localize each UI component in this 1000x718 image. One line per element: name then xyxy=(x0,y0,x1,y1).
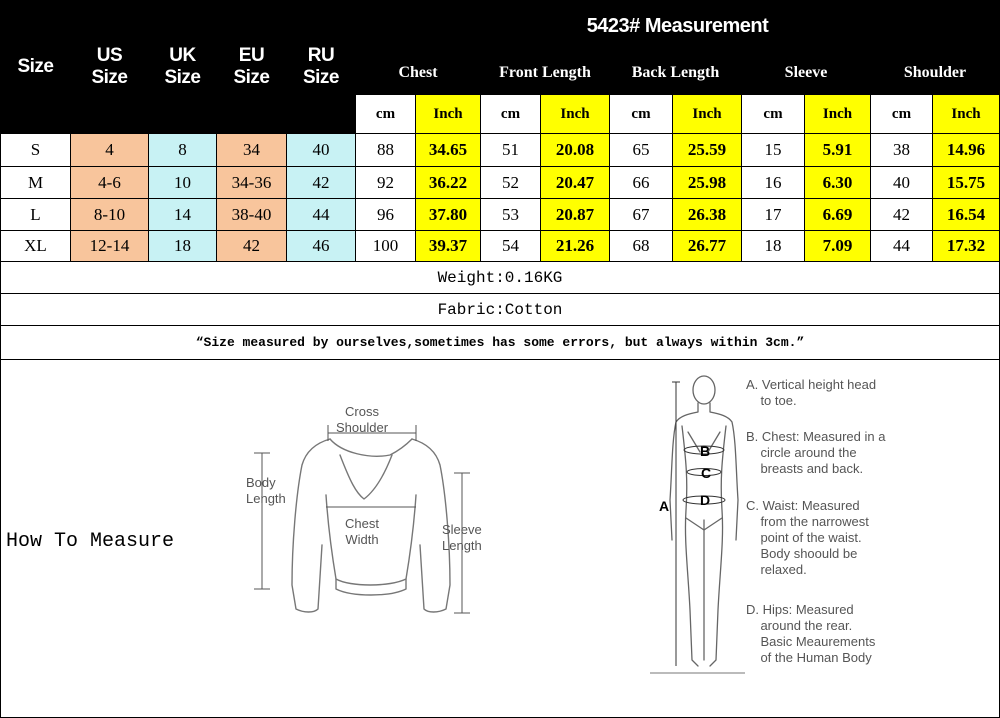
unit-inch: Inch xyxy=(540,94,610,134)
row-xl-back-inch: 26.77 xyxy=(672,230,742,262)
unit-cm: cm xyxy=(609,94,673,134)
group-shoulder xyxy=(870,51,1000,95)
row-s-chest-inch: 34.65 xyxy=(415,133,481,167)
row-s-us: 4 xyxy=(70,133,149,167)
row-xl-uk: 18 xyxy=(148,230,217,262)
row-m-ru: 42 xyxy=(286,166,356,199)
label-cross-shoulder: Cross Shoulder xyxy=(336,404,389,435)
row-l-shoulder-inch: 16.54 xyxy=(932,198,1000,231)
row-s-shoulder-cm: 38 xyxy=(870,133,933,167)
row-s-front-cm: 51 xyxy=(480,133,541,167)
unit-cm: cm xyxy=(741,94,805,134)
row-m-sleeve-cm: 16 xyxy=(741,166,805,199)
row-l-sleeve-inch: 6.69 xyxy=(804,198,871,231)
row-xl-chest-cm: 100 xyxy=(355,230,416,262)
body-letter-d: D xyxy=(700,492,711,508)
header-ru-label: RU Size xyxy=(302,45,340,88)
header-size xyxy=(0,0,71,134)
row-m-shoulder-inch: 15.75 xyxy=(932,166,1000,199)
row-m-sleeve-inch: 6.30 xyxy=(804,166,871,199)
group-chest xyxy=(355,51,481,95)
row-l-eu: 38-40 xyxy=(216,198,287,231)
row-xl-shoulder-cm: 44 xyxy=(870,230,933,262)
weight-row xyxy=(0,261,1000,294)
row-xl-us: 12-14 xyxy=(70,230,149,262)
row-l-us: 8-10 xyxy=(70,198,149,231)
row-xl-back-cm: 68 xyxy=(609,230,673,262)
group-chest-label: Chest xyxy=(398,64,438,81)
body-letter-c: C xyxy=(701,465,712,481)
row-s-sleeve-cm: 15 xyxy=(741,133,805,167)
row-m-back-inch: 25.98 xyxy=(672,166,742,199)
header-eu-label: EU Size xyxy=(233,45,270,88)
row-xl-ru: 46 xyxy=(286,230,356,262)
row-s-sleeve-inch: 5.91 xyxy=(804,133,871,167)
unit-cm: cm xyxy=(480,94,541,134)
group-back-length xyxy=(609,51,742,95)
group-back-length-label: Back Length xyxy=(631,64,720,81)
row-xl-sleeve-inch: 7.09 xyxy=(804,230,871,262)
group-sleeve-label: Sleeve xyxy=(784,64,828,81)
row-xl-size: XL xyxy=(0,230,71,262)
label-sleeve-length: Sleeve Length xyxy=(442,522,482,553)
how-to-measure-title: How To Measure xyxy=(6,530,175,553)
row-m-front-inch: 20.47 xyxy=(540,166,610,199)
row-xl-front-cm: 54 xyxy=(480,230,541,262)
body-letter-b: B xyxy=(700,443,711,459)
group-front-length xyxy=(480,51,610,95)
row-l-front-cm: 53 xyxy=(480,198,541,231)
row-l-back-cm: 67 xyxy=(609,198,673,231)
row-l-ru: 44 xyxy=(286,198,356,231)
row-xl-eu: 42 xyxy=(216,230,287,262)
unit-cm: cm xyxy=(870,94,933,134)
row-l-front-inch: 20.87 xyxy=(540,198,610,231)
row-s-back-inch: 25.59 xyxy=(672,133,742,167)
measurement-title xyxy=(355,0,1000,52)
header-us-label: US Size xyxy=(91,45,128,88)
disclaimer-row xyxy=(0,325,1000,360)
header-ru-size xyxy=(286,0,356,134)
row-xl-chest-inch: 39.37 xyxy=(415,230,481,262)
group-sleeve xyxy=(741,51,871,95)
header-uk-label: UK Size xyxy=(164,45,201,88)
label-chest-width: Chest Width xyxy=(345,516,379,547)
row-xl-shoulder-inch: 17.32 xyxy=(932,230,1000,262)
measurement-title-text: 5423# Measurement xyxy=(586,15,769,37)
row-l-chest-inch: 37.80 xyxy=(415,198,481,231)
row-s-chest-cm: 88 xyxy=(355,133,416,167)
label-body-length: Body Length xyxy=(246,475,286,506)
row-m-eu: 34-36 xyxy=(216,166,287,199)
note-b-chest: B. Chest: Measured in a circle around the breasts and back. xyxy=(746,429,886,476)
header-uk-size xyxy=(148,0,217,134)
row-s-ru: 40 xyxy=(286,133,356,167)
unit-inch: Inch xyxy=(672,94,742,134)
row-m-front-cm: 52 xyxy=(480,166,541,199)
row-m-shoulder-cm: 40 xyxy=(870,166,933,199)
row-s-size: S xyxy=(0,133,71,167)
row-m-chest-inch: 36.22 xyxy=(415,166,481,199)
row-m-size: M xyxy=(0,166,71,199)
row-s-front-inch: 20.08 xyxy=(540,133,610,167)
unit-inch: Inch xyxy=(804,94,871,134)
body-letter-a: A xyxy=(659,498,670,514)
group-front-length-label: Front Length xyxy=(499,64,591,81)
row-xl-front-inch: 21.26 xyxy=(540,230,610,262)
fabric-row xyxy=(0,293,1000,326)
note-c-waist: C. Waist: Measured from the narrowest point of the waist. Body shoould be relaxed. xyxy=(746,498,869,577)
row-s-shoulder-inch: 14.96 xyxy=(932,133,1000,167)
weight-text: Weight:0.16KG xyxy=(437,268,563,287)
note-d-hips: D. Hips: Measured around the rear. Basic Meaurements of the Human Body xyxy=(746,602,876,665)
header-us-size xyxy=(70,0,149,134)
group-shoulder-label: Shoulder xyxy=(903,64,967,81)
row-s-back-cm: 65 xyxy=(609,133,673,167)
header-size-label: Size xyxy=(17,56,54,77)
row-xl-sleeve-cm: 18 xyxy=(741,230,805,262)
disclaimer-text: “Size measured by ourselves,sometimes has some errors, but always within 3cm.” xyxy=(195,335,805,350)
row-m-back-cm: 66 xyxy=(609,166,673,199)
row-l-sleeve-cm: 17 xyxy=(741,198,805,231)
row-l-chest-cm: 96 xyxy=(355,198,416,231)
body-figure-diagram xyxy=(650,370,745,680)
row-l-back-inch: 26.38 xyxy=(672,198,742,231)
unit-inch: Inch xyxy=(415,94,481,134)
row-m-us: 4-6 xyxy=(70,166,149,199)
row-l-uk: 14 xyxy=(148,198,217,231)
row-m-chest-cm: 92 xyxy=(355,166,416,199)
row-l-size: L xyxy=(0,198,71,231)
unit-cm: cm xyxy=(355,94,416,134)
row-s-eu: 34 xyxy=(216,133,287,167)
note-a-height: A. Vertical height head to toe. xyxy=(746,377,877,408)
header-eu-size xyxy=(216,0,287,134)
unit-inch: Inch xyxy=(932,94,1000,134)
row-m-uk: 10 xyxy=(148,166,217,199)
row-s-uk: 8 xyxy=(148,133,217,167)
fabric-text: Fabric:Cotton xyxy=(437,300,563,319)
row-l-shoulder-cm: 42 xyxy=(870,198,933,231)
